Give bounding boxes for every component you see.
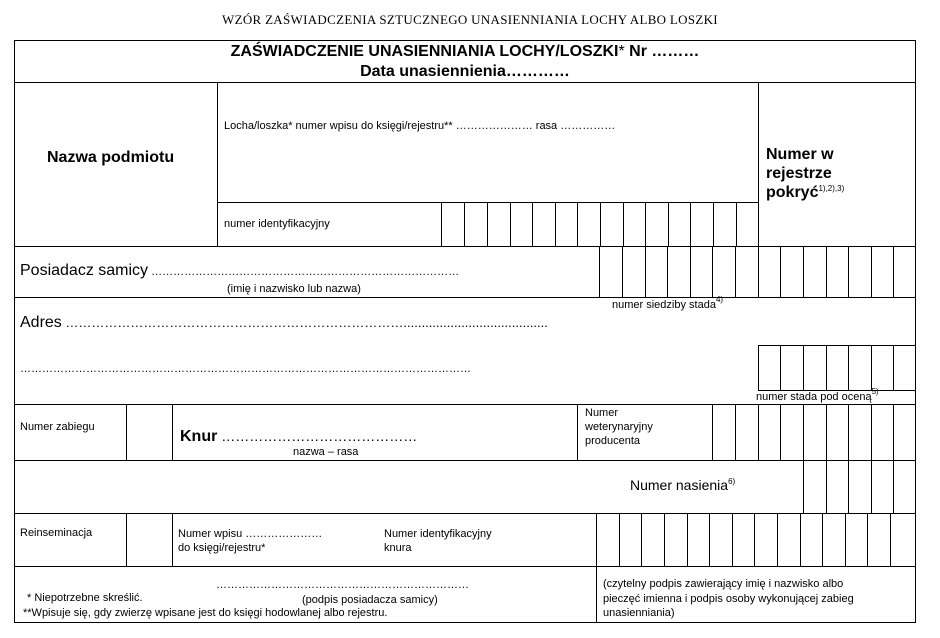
insemination-date: Data unasiennienia………… bbox=[360, 63, 570, 80]
register-label-line1: Numer w bbox=[766, 146, 834, 163]
owner-label: Posiadacz samicy bbox=[20, 262, 149, 279]
operator-signature-line3: unasienniania) bbox=[603, 607, 675, 619]
footnote-registry: **Wpisuje się, gdy zwierzę wpisane jest do księgi hodowlanej albo rejestru. bbox=[23, 607, 388, 619]
entry-number-line1[interactable]: Numer wpisu ………………… bbox=[178, 528, 323, 540]
herd-seat-footnote: 4) bbox=[715, 295, 724, 304]
vet-number-label-line2: weterynaryjny bbox=[585, 421, 653, 433]
boar-dots[interactable]: …………………………………… bbox=[217, 428, 418, 444]
id-number-label: numer identyfikacyjny bbox=[224, 218, 330, 230]
address-line bbox=[20, 315, 548, 331]
register-label-text: pokryć bbox=[766, 184, 819, 201]
certificate-title bbox=[14, 44, 916, 60]
reinsemination-label: Reinseminacja bbox=[20, 527, 93, 539]
address-dots-second-line[interactable]: …………………………………………………………………………………………………………… bbox=[20, 363, 471, 375]
certificate-title-text: ZAŚWIADCZENIE UNASIENNIANIA LOCHY/LOSZKI bbox=[230, 43, 619, 60]
owner-hint: (imię i nazwisko lub nazwa) bbox=[227, 283, 361, 295]
semen-number-text: Numer nasienia bbox=[630, 477, 729, 493]
owner-dots[interactable]: ………………………………………………………………………… bbox=[148, 266, 460, 278]
herd-under-evaluation-label bbox=[756, 387, 879, 403]
herd-eval-footnote: 5) bbox=[871, 387, 879, 396]
address-dots[interactable]: ……………………………………………………………………........................................ bbox=[61, 315, 548, 330]
boar-label: Knur bbox=[180, 428, 218, 445]
footnote-strike: * Niepotrzebne skreślić. bbox=[27, 592, 143, 604]
boar-hint: nazwa – rasa bbox=[293, 446, 359, 458]
operator-signature-line2: pieczęć imienna i podpis osoby wykonującej zabieg bbox=[603, 593, 854, 605]
owner-signature-caption: (podpis posiadacza samicy) bbox=[302, 594, 438, 606]
register-footnote: 1),2),3) bbox=[818, 184, 845, 193]
herd-eval-text: numer stada pod oceną bbox=[756, 391, 872, 403]
boar-line bbox=[180, 429, 417, 445]
vet-number-label-line3: producenta bbox=[585, 435, 641, 447]
sow-registry-line[interactable]: Locha/loszka* numer wpisu do księgi/rejestru** ………………… rasa …………… bbox=[224, 120, 616, 132]
operator-signature-line1: (czytelny podpis zawierający imię i nazwisko albo bbox=[603, 578, 844, 590]
owner-line bbox=[20, 263, 459, 279]
herd-seat-text: numer siedziby stada bbox=[612, 299, 716, 311]
procedure-number-label: Numer zabiegu bbox=[20, 421, 95, 433]
entity-name-label: Nazwa podmiotu bbox=[47, 149, 175, 166]
boar-id-label-line2: knura bbox=[384, 542, 412, 554]
address-label: Adres bbox=[20, 314, 62, 331]
register-label-line2: rejestrze bbox=[766, 165, 832, 182]
vet-number-label-line1: Numer bbox=[585, 407, 619, 419]
certificate-number: Nr ……… bbox=[624, 43, 700, 60]
template-title: WZÓR ZAŚWIADCZENIA SZTUCZNEGO UNASIENNIANIA LOCHY ALBO LOSZKI bbox=[222, 12, 718, 27]
boar-id-label-line1: Numer identyfikacyjny bbox=[384, 528, 492, 540]
certificate-title-star: * bbox=[618, 43, 625, 60]
entry-number-line2: do księgi/rejestru* bbox=[178, 542, 266, 554]
semen-number-footnote: 6) bbox=[728, 477, 736, 486]
owner-signature-dots[interactable]: …………………………………………………………… bbox=[216, 579, 469, 591]
register-label-line3 bbox=[766, 185, 844, 201]
semen-number-label bbox=[630, 478, 735, 492]
herd-seat-label bbox=[612, 295, 724, 311]
